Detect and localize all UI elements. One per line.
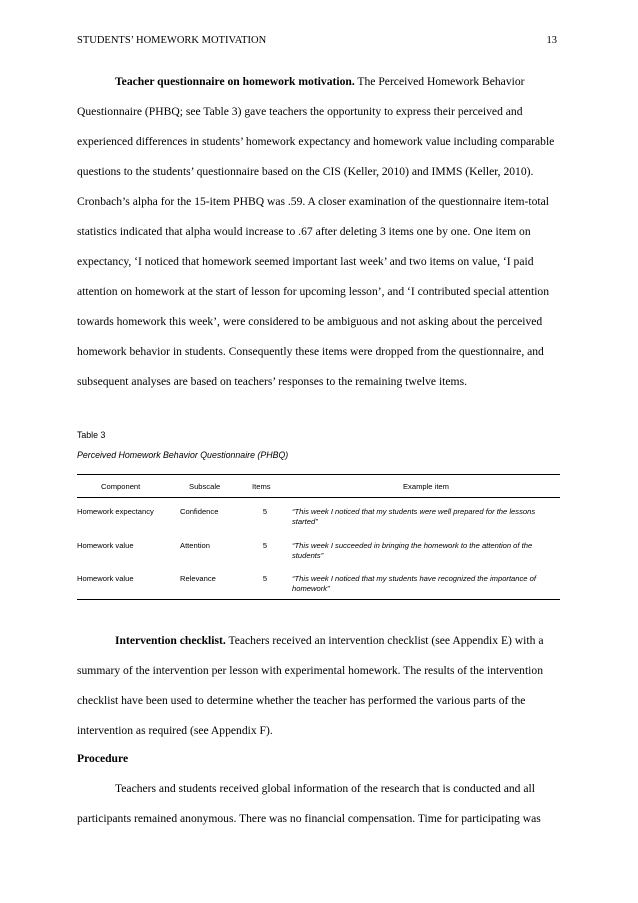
paragraph-heading-intervention-checklist: Intervention checklist.: [115, 634, 226, 647]
paragraph-teacher-questionnaire: [77, 67, 563, 397]
table-number: Table 3: [77, 430, 106, 440]
paragraph-procedure: Teachers and students received global information of the research that is conducted and all participants remained anonymous. There was no financial compensation. Time for participating was: [77, 782, 541, 825]
table-header-items: Items: [252, 482, 271, 491]
paragraph-intervention-checklist: [77, 626, 563, 746]
table-cell-items: 5: [262, 507, 268, 516]
running-head-title: STUDENTS’ HOMEWORK MOTIVATION: [77, 35, 267, 46]
running-head: [77, 35, 557, 46]
paragraph-text-intervention-checklist: Teachers received an intervention checklist (see Appendix E) with a summary of the intervention per lesson with experimental homework. The results of the intervention checklist have been used to determine whether the teacher has performed the various parts of the intervention as required (see Appendix F).: [77, 634, 544, 737]
table-cell-component: Homework value: [77, 574, 134, 583]
table-header-example: Example item: [402, 482, 449, 491]
table-header-subscale: Subscale: [189, 482, 221, 491]
table-cell-component: Homework expectancy: [77, 507, 154, 516]
table-cell-items: 5: [262, 574, 268, 583]
table-cell-items: 5: [262, 541, 268, 550]
page-number: 13: [546, 35, 557, 46]
paragraph-text-teacher-questionnaire: The Perceived Homework Behavior Questionnaire (PHBQ; see Table 3) gave teachers the opportunity to express their perceived and experienced differences in students’ homework expectancy and homework value including comparable questions to the students’ questionnaire based on the CIS (Keller, 2010) and IMMS (Keller, 2010). Cronbach’s alpha for the 15-item PHBQ was .59. A closer examination of the questionnaire item-total statistics indicated that alpha would increase to .67 after deleting 3 items one by one. One item on expectancy, ‘I noticed that homework seemed important last week’ and two items on value, ‘I paid attention on homework at the start of lesson for upcoming lesson’, and ‘I contributed special attention towards homework this week’, were considered to be ambiguous and not asking about the perceived homework behavior in students. Consequently these items were dropped from the questionnaire, and subsequent analyses are based on teachers’ responses to the remaining twelve items.: [77, 75, 555, 388]
table-cell-example: “This week I noticed that my students were well prepared for the lessons started”: [292, 507, 536, 526]
table-header-rule: [77, 497, 560, 498]
table-top-rule: [77, 474, 560, 475]
section-heading-procedure: Procedure: [77, 752, 129, 765]
table-cell-subscale: Confidence: [180, 507, 219, 516]
table-header-component: Component: [101, 482, 141, 491]
table-cell-example: “This week I noticed that my students have recognized the importance of homework”: [292, 574, 536, 593]
table-title: Perceived Homework Behavior Questionnaire (PHBQ): [77, 450, 289, 460]
table-cell-subscale: Attention: [180, 541, 210, 550]
paragraph-heading-teacher-questionnaire: Teacher questionnaire on homework motivation.: [115, 75, 355, 88]
table-cell-subscale: Relevance: [180, 574, 216, 583]
table-cell-component: Homework value: [77, 541, 134, 550]
table-bottom-rule: [77, 599, 560, 600]
table-cell-example: “This week I succeeded in bringing the homework to the attention of the students”: [292, 541, 533, 560]
